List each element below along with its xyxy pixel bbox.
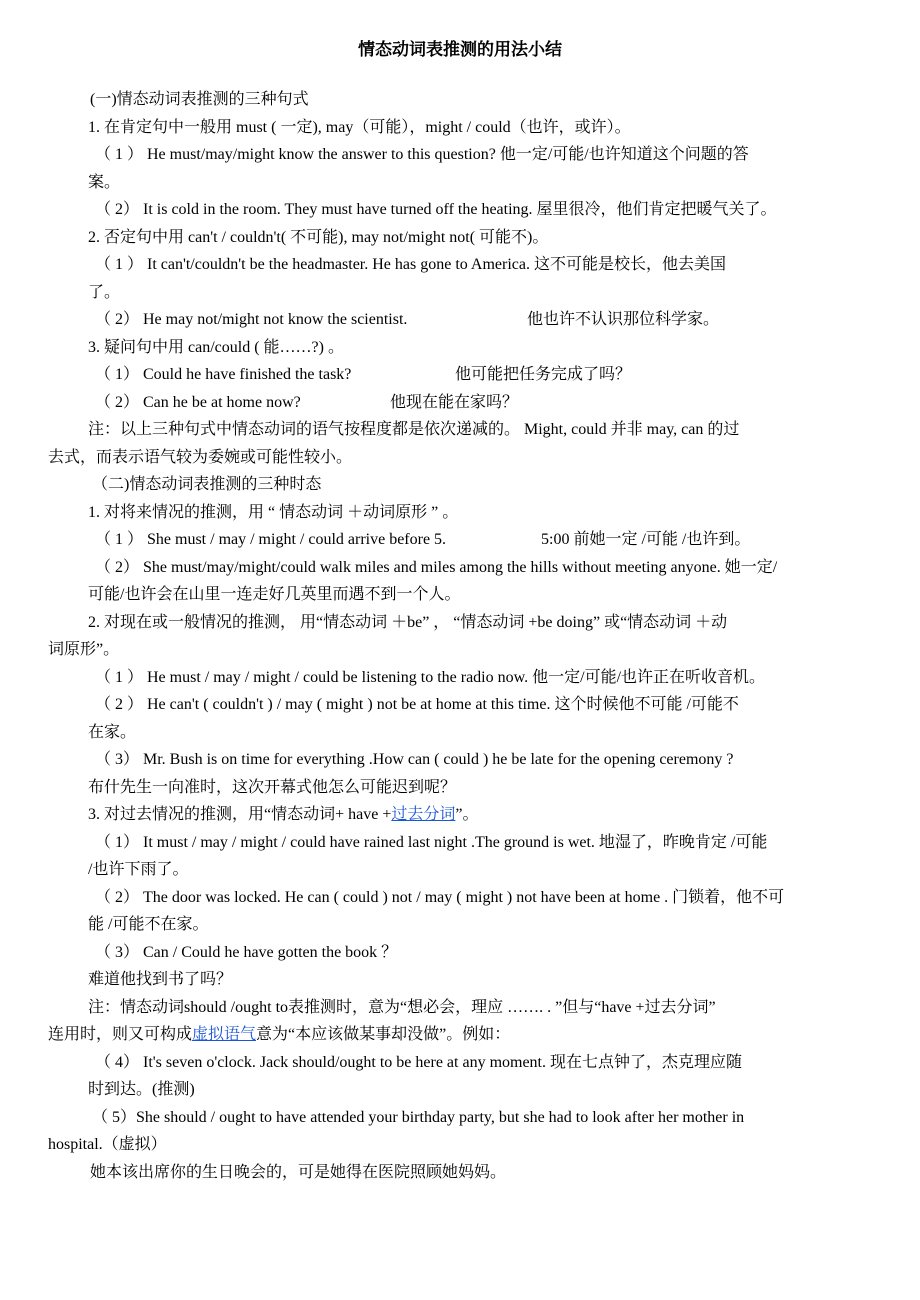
- example: 可能/也许会在山里一连走好几英里而遇不到一个人。: [88, 586, 461, 603]
- text: 连用时，则又可构成: [48, 1026, 193, 1043]
- example: （ 2） The door was locked. He can ( could ) not / may ( might ) not have been at home . 门锁着，他不可: [95, 889, 785, 906]
- section-heading: （二)情态动词表推测的三种时态: [92, 476, 322, 493]
- translation: 他可能把任务完成了吗？: [455, 366, 632, 383]
- paragraph: 1. 在肯定句中一般用 must ( 一定), may（可能），might / could（也许，或许）。: [88, 119, 631, 136]
- translation: 他也许不认识那位科学家。: [527, 311, 720, 328]
- subjunctive-mood-link[interactable]: 虚拟语气: [192, 1026, 257, 1043]
- example: 布什先生一向准时，这次开幕式他怎么可能迟到呢？: [88, 779, 457, 796]
- example: （ 1） Could he have finished the task?: [95, 366, 352, 383]
- example: （ 1 ） He must / may / might / could be listening to the radio now. 他一定/可能/也许正在听收音机。: [95, 669, 766, 686]
- paragraph: [88, 805, 478, 825]
- example: （ 1） It must / may / might / could have rained last night .The ground is wet. 地湿了，昨晚肯定 /可能: [95, 834, 768, 851]
- paragraph: 2. 对现在或一般情况的推测， 用“情态动词 ＋be” ， “情态动词 +be doing” 或“情态动词 ＋动: [88, 614, 728, 631]
- example: 时到达。(推测): [88, 1081, 195, 1098]
- example: 案。: [88, 174, 121, 191]
- example: hospital.（虚拟）: [48, 1136, 167, 1153]
- text: 意为“本应该做某事却没做”。例如：: [256, 1026, 511, 1043]
- example: （ 1 ） She must / may / might / could arrive before 5.: [95, 531, 447, 548]
- example: （ 2） He may not/might not know the scientist.: [95, 311, 408, 328]
- paragraph: 3. 疑问句中用 can/could ( 能……?) 。: [88, 339, 344, 356]
- translation: 5:00 前她一定 /可能 /也许到。: [541, 531, 751, 548]
- text: 3. 对过去情况的推测，用“情态动词+ have +: [88, 806, 392, 823]
- example: 能 /可能不在家。: [88, 916, 209, 933]
- example: 了。: [88, 284, 121, 301]
- example: （ 2） Can he be at home now?: [95, 394, 301, 411]
- example: （ 1 ） It can't/couldn't be the headmaster. He has gone to America. 这不可能是校长，他去美国: [95, 256, 726, 273]
- example: （ 2） It is cold in the room. They must have turned off the heating. 屋里很冷，他们肯定把暖气关了。: [95, 201, 777, 218]
- example: /也许下雨了。: [88, 861, 189, 878]
- note: 去式，而表示语气较为委婉或可能性较小。: [48, 449, 353, 466]
- document-title: 情态动词表推测的用法小结: [358, 40, 562, 59]
- section-heading: (一)情态动词表推测的三种句式: [90, 91, 309, 108]
- text: ”。: [455, 806, 479, 823]
- note: 注：情态动词should /ought to表推测时，意为“想必会，理应 ……. . ”但与“have +过去分词”: [88, 999, 716, 1016]
- example: （ 1 ） He must/may/might know the answer to this question? 他一定/可能/也许知道这个问题的答: [95, 146, 749, 163]
- translation: 她本该出席你的生日晚会的，可是她得在医院照顾她妈妈。: [90, 1164, 507, 1181]
- past-participle-link[interactable]: 过去分词: [391, 806, 456, 823]
- example: （ 2） She must/may/might/could walk miles and miles among the hills without meeting anyone. 她一定/: [95, 559, 778, 576]
- paragraph: 1. 对将来情况的推测，用 “ 情态动词 ＋动词原形 ” 。: [88, 504, 459, 521]
- example: （ 3） Mr. Bush is on time for everything .How can ( could ) he be late for the opening ceremony ?: [95, 751, 734, 768]
- example: 难道他找到书了吗？: [88, 971, 233, 988]
- paragraph: 2. 否定句中用 can't / couldn't( 不可能), may not/might not( 可能不)。: [88, 229, 549, 246]
- example: （ 3） Can / Could he have gotten the book ？: [95, 944, 398, 961]
- note: 注：以上三种句式中情态动词的语气按程度都是依次递减的。 Might, could 并非 may, can 的过: [88, 421, 740, 438]
- example: （ 5）She should / ought to have attended your birthday party, but she had to look after her mother in: [92, 1109, 745, 1126]
- translation: 他现在能在家吗？: [390, 394, 519, 411]
- example: （ 4） It's seven o'clock. Jack should/ought to be here at any moment. 现在七点钟了，杰克理应随: [95, 1054, 743, 1071]
- note: [48, 1025, 510, 1045]
- example: （ 2 ） He can't ( couldn't ) / may ( might ) not be at home at this time. 这个时候他不可能 /可能不: [95, 696, 739, 713]
- example: 在家。: [88, 724, 137, 741]
- paragraph: 词原形”。: [48, 641, 120, 658]
